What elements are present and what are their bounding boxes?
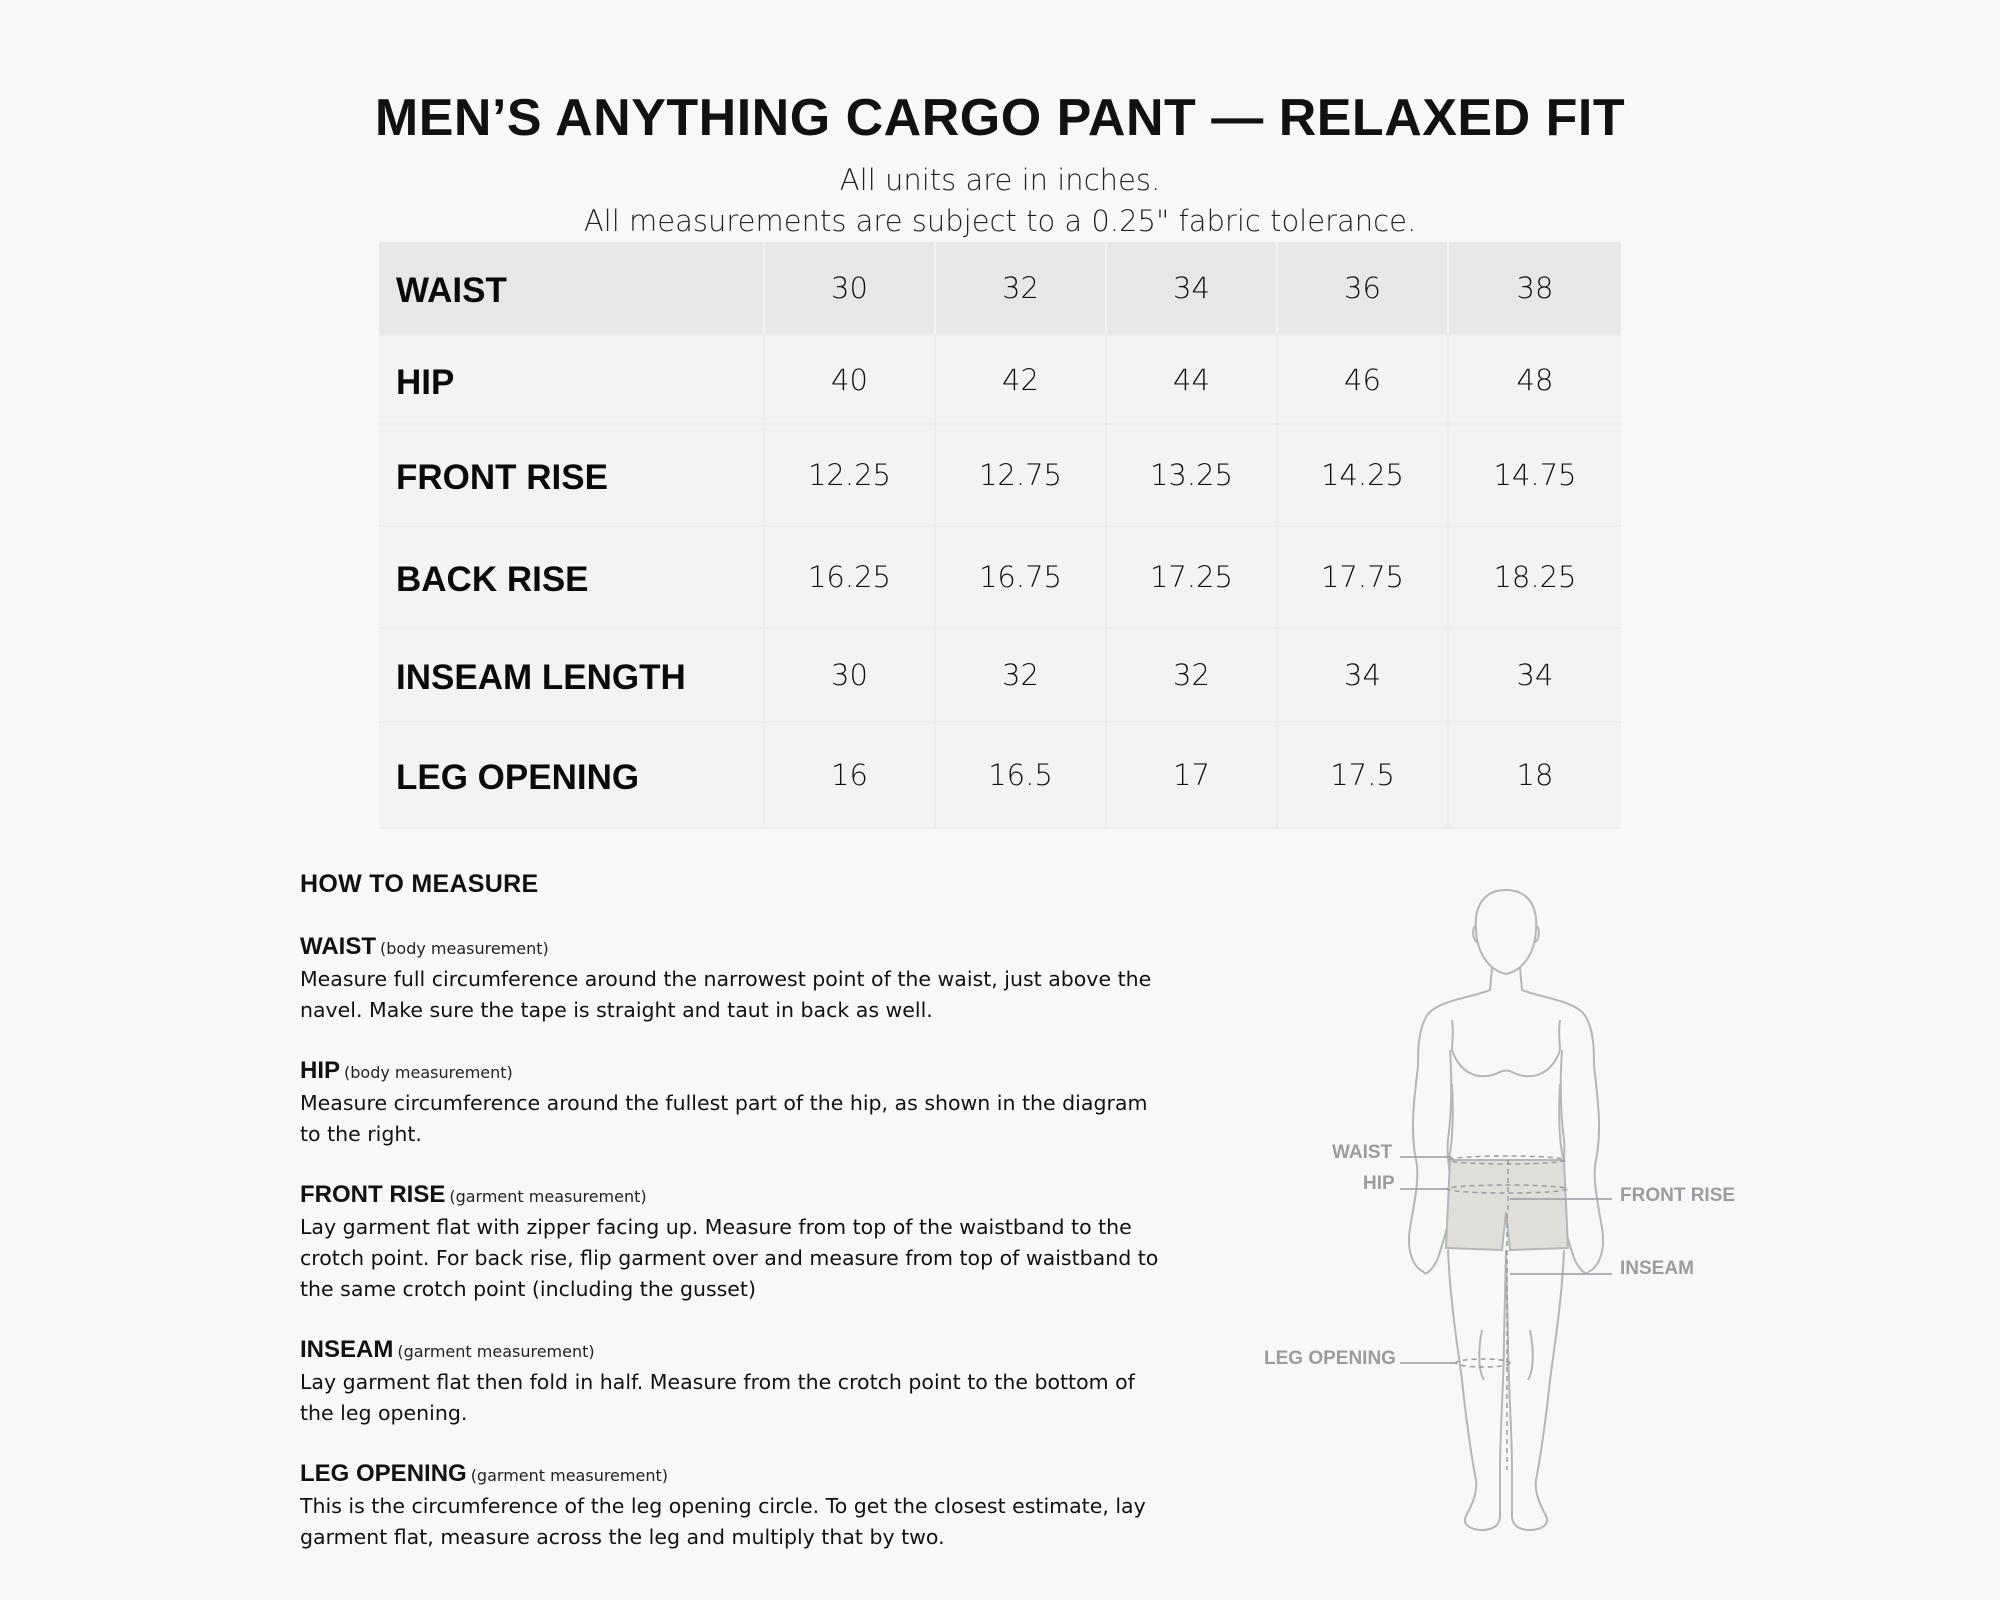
how-to-measure-section [300, 870, 1160, 1583]
page-title: MEN’S ANYTHING CARGO PANT — RELAXED FIT [374, 89, 1626, 147]
row-label: FRONT RISE [379, 424, 764, 526]
label-hip: HIP [1363, 1173, 1395, 1194]
table-cell: 17.75 [1277, 526, 1448, 628]
table-cell: 17.25 [1106, 526, 1277, 628]
entry-description: Measure circumference around the fullest part of the hip, as shown in the diagram to the right. [300, 1091, 1148, 1146]
table-cell: 36 [1277, 242, 1448, 335]
entry-description: Measure full circumference around the narrowest point of the waist, just above the navel. Make sure the tape is straight and taut in back as well. [300, 967, 1152, 1022]
table-cell: 16.5 [935, 722, 1106, 828]
table-cell: 13.25 [1106, 424, 1277, 526]
measurement-diagram [1240, 870, 1800, 1550]
table-row-inseam-length [379, 628, 1621, 722]
table-cell: 32 [1106, 628, 1277, 722]
table-row-front-rise [379, 424, 1621, 526]
entry-type: (body measurement) [380, 939, 549, 958]
label-inseam: INSEAM [1620, 1258, 1694, 1279]
table-cell: 42 [935, 335, 1106, 424]
entry-name: HIP [300, 1057, 341, 1084]
measure-entry-waist [300, 932, 1160, 1026]
table-cell: 30 [764, 242, 935, 335]
entry-type: (garment measurement) [397, 1342, 595, 1361]
table-cell: 16.25 [764, 526, 935, 628]
table-cell: 46 [1277, 335, 1448, 424]
entry-description: This is the circumference of the leg opening circle. To get the closest estimate, lay garment flat, measure across the leg and multiply that by two. [300, 1494, 1146, 1549]
table-cell: 12.75 [935, 424, 1106, 526]
label-waist: WAIST [1332, 1142, 1393, 1163]
row-label: INSEAM LENGTH [379, 628, 764, 722]
table-cell: 14.25 [1277, 424, 1448, 526]
table-row-back-rise [379, 526, 1621, 628]
table-row-leg-opening [379, 722, 1621, 828]
table-cell: 17 [1106, 722, 1277, 828]
entry-type: (garment measurement) [470, 1466, 668, 1485]
entry-type: (garment measurement) [449, 1187, 647, 1206]
table-cell: 40 [764, 335, 935, 424]
tolerance-note: All measurements are subject to a 0.25" fabric tolerance. [583, 204, 1417, 238]
table-cell: 34 [1448, 628, 1621, 722]
row-label: BACK RISE [379, 526, 764, 628]
entry-description: Lay garment flat then fold in half. Measure from the crotch point to the bottom of the leg opening. [300, 1370, 1135, 1425]
measure-entry-hip [300, 1056, 1160, 1150]
table-cell: 48 [1448, 335, 1621, 424]
entry-name: INSEAM [300, 1336, 394, 1363]
size-chart-table [379, 242, 1621, 829]
table-row-waist [379, 242, 1621, 335]
entry-name: WAIST [300, 933, 376, 960]
entry-name: FRONT RISE [300, 1181, 446, 1208]
units-note: All units are in inches. [839, 163, 1161, 197]
entry-name: LEG OPENING [300, 1460, 467, 1487]
table-row-hip [379, 335, 1621, 424]
row-label: WAIST [379, 242, 764, 335]
table-cell: 30 [764, 628, 935, 722]
table-cell: 16 [764, 722, 935, 828]
table-cell: 17.5 [1277, 722, 1448, 828]
table-cell: 18 [1448, 722, 1621, 828]
measure-entry-front-rise [300, 1180, 1160, 1305]
entry-type: (body measurement) [344, 1063, 513, 1082]
table-cell: 16.75 [935, 526, 1106, 628]
row-label: HIP [379, 335, 764, 424]
table-cell: 44 [1106, 335, 1277, 424]
table-cell: 14.75 [1448, 424, 1621, 526]
table-cell: 32 [935, 242, 1106, 335]
label-leg-opening: LEG OPENING [1264, 1348, 1396, 1369]
label-front-rise: FRONT RISE [1620, 1185, 1736, 1206]
table-cell: 34 [1106, 242, 1277, 335]
measure-entry-inseam [300, 1335, 1160, 1429]
entry-description: Lay garment flat with zipper facing up. Measure from top of the waistband to the crotch point. For back rise, flip garment over and measure from top of waistband to the same crotch point (including the gusset) [300, 1215, 1159, 1301]
row-label: LEG OPENING [379, 722, 764, 828]
table-cell: 38 [1448, 242, 1621, 335]
measure-entry-leg-opening [300, 1459, 1160, 1553]
how-to-measure-title: HOW TO MEASURE [300, 870, 539, 898]
table-cell: 18.25 [1448, 526, 1621, 628]
table-cell: 32 [935, 628, 1106, 722]
table-cell: 12.25 [764, 424, 935, 526]
table-cell: 34 [1277, 628, 1448, 722]
